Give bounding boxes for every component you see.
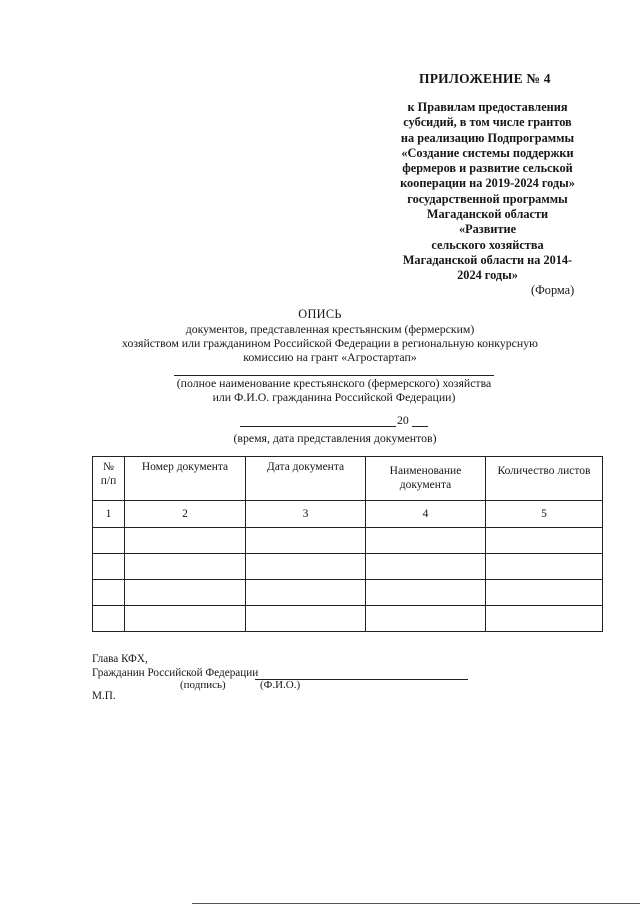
inventory-title: ОПИСЬ bbox=[298, 307, 342, 321]
sign-caption: (подпись) bbox=[180, 679, 226, 691]
table-cell[interactable] bbox=[366, 528, 486, 554]
appendix-line: фермеров и развитие сельской bbox=[402, 161, 573, 176]
date-year-blank-line bbox=[412, 426, 428, 427]
head-label: Глава КФХ, bbox=[92, 653, 148, 665]
table-cell[interactable] bbox=[93, 580, 125, 606]
table-cell[interactable] bbox=[93, 528, 125, 554]
table-cell[interactable] bbox=[366, 554, 486, 580]
table-cell[interactable] bbox=[486, 554, 603, 580]
column-header-doc-name: Наименование документа bbox=[366, 457, 486, 501]
table-row bbox=[93, 528, 603, 554]
table-cell[interactable] bbox=[366, 580, 486, 606]
name-caption: (Ф.И.О.) bbox=[260, 679, 301, 691]
table-cell[interactable] bbox=[125, 554, 246, 580]
appendix-title: ПРИЛОЖЕНИЕ № 4 bbox=[419, 71, 551, 86]
column-header-sheet-count: Количество листов bbox=[486, 457, 603, 501]
appendix-line: «Создание системы поддержки bbox=[401, 145, 574, 160]
date-caption: (время, дата представления документов) bbox=[233, 431, 437, 445]
page-bottom-edge bbox=[192, 903, 640, 904]
column-header-doc-date: Дата документа bbox=[246, 457, 366, 501]
appendix-line: кооперации на 2019-2024 годы» bbox=[400, 176, 575, 191]
signature-block bbox=[92, 652, 258, 680]
appendix-reference bbox=[360, 100, 615, 284]
table-cell[interactable] bbox=[246, 528, 366, 554]
inventory-subtitle-line: комиссию на грант «Агростартап» bbox=[243, 350, 417, 364]
appendix-line: 2024 годы» bbox=[457, 268, 518, 283]
table-cell[interactable] bbox=[93, 606, 125, 632]
appendix-line: Магаданской области на 2014- bbox=[402, 252, 573, 267]
appendix-line: сельского хозяйства bbox=[431, 237, 544, 252]
table-cell[interactable] bbox=[125, 606, 246, 632]
table-row bbox=[93, 606, 603, 632]
farm-name-caption bbox=[140, 376, 528, 404]
stamp-label: М.П. bbox=[92, 690, 116, 702]
column-header-doc-number: Номер документа bbox=[125, 457, 246, 501]
appendix-line: на реализацию Подпрограммы bbox=[400, 130, 575, 145]
date-blank-line bbox=[240, 426, 396, 427]
column-header-number: № п/п bbox=[93, 457, 125, 501]
table-cell[interactable] bbox=[246, 554, 366, 580]
date-year-prefix: 20 bbox=[397, 413, 409, 427]
inventory-subtitle-line: документов, представленная крестьянским (фермерским) bbox=[185, 322, 475, 336]
table-cell: 3 bbox=[246, 501, 366, 528]
documents-table bbox=[92, 456, 603, 632]
table-cell[interactable] bbox=[125, 580, 246, 606]
table-cell: 1 bbox=[93, 501, 125, 528]
table-cell[interactable] bbox=[366, 606, 486, 632]
table-cell[interactable] bbox=[125, 528, 246, 554]
form-label: (Форма) bbox=[531, 283, 575, 297]
appendix-line: субсидий, в том числе грантов bbox=[403, 115, 572, 130]
table-cell[interactable] bbox=[486, 580, 603, 606]
table-cell: 5 bbox=[486, 501, 603, 528]
farm-name-caption-line: или Ф.И.О. гражданина Российской Федерации) bbox=[212, 390, 456, 404]
table-cell[interactable] bbox=[246, 580, 366, 606]
farm-name-caption-line: (полное наименование крестьянского (фермерского) хозяйства bbox=[176, 376, 492, 390]
inventory-subtitle-line: хозяйством или гражданином Российской Федерации в региональную конкурсную bbox=[122, 336, 538, 350]
citizen-label: Гражданин Российской Федерации bbox=[92, 667, 259, 679]
appendix-line: Магаданской области bbox=[426, 207, 549, 222]
table-cell[interactable] bbox=[246, 606, 366, 632]
table-cell[interactable] bbox=[93, 554, 125, 580]
table-cell[interactable] bbox=[486, 606, 603, 632]
appendix-line: к Правилам предоставления bbox=[407, 100, 568, 114]
table-number-row bbox=[93, 501, 603, 528]
table-cell: 4 bbox=[366, 501, 486, 528]
table-row bbox=[93, 580, 603, 606]
table-cell: 2 bbox=[125, 501, 246, 528]
table-header-row bbox=[93, 457, 603, 501]
table-row bbox=[93, 554, 603, 580]
table-cell[interactable] bbox=[486, 528, 603, 554]
appendix-line: государственной программы bbox=[407, 191, 568, 206]
inventory-subtitle bbox=[100, 322, 560, 364]
appendix-line: «Развитие bbox=[458, 222, 517, 237]
